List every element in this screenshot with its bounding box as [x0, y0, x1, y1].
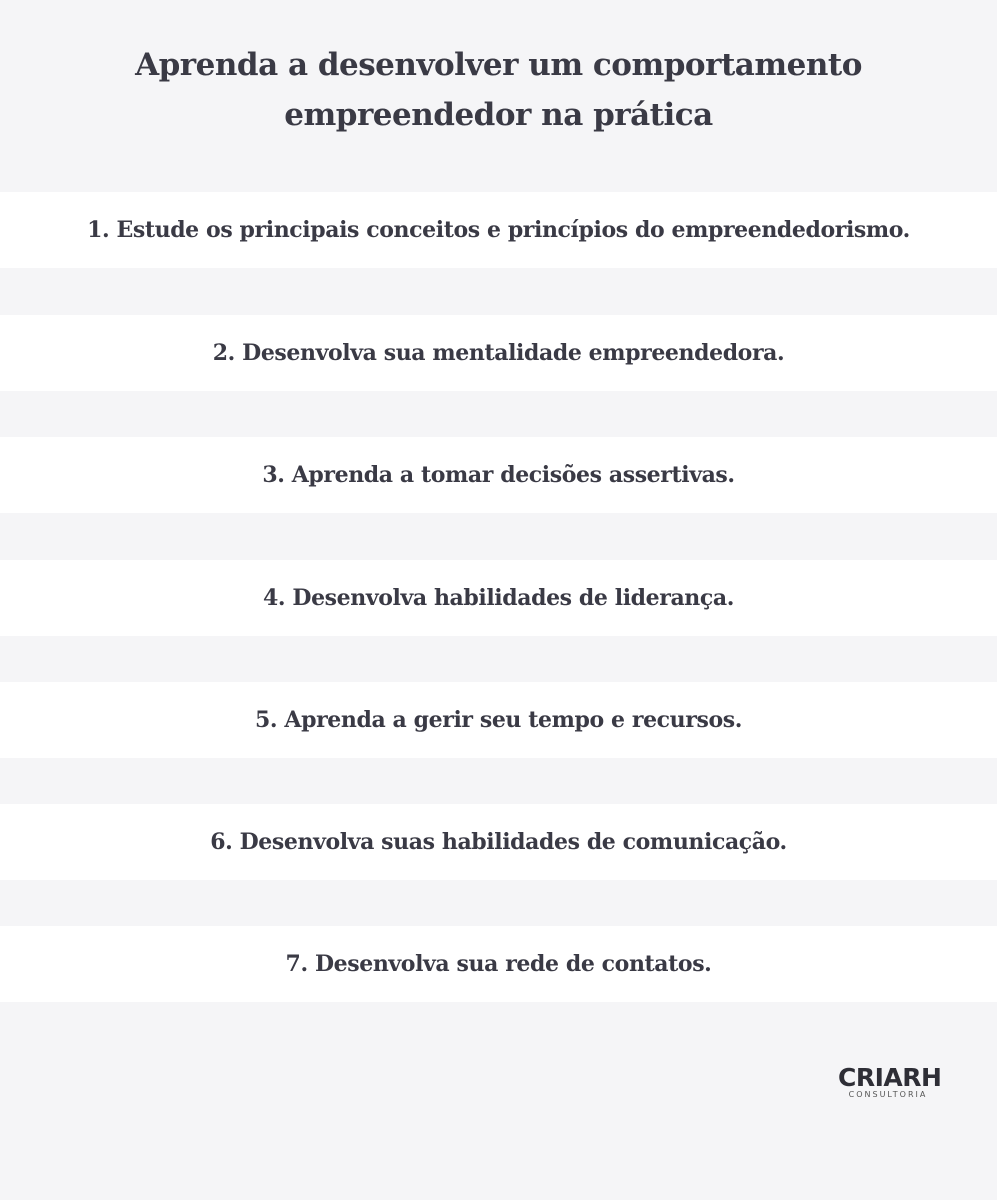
page-title — [0, 40, 997, 140]
logo-name: CRIARH — [838, 1063, 942, 1092]
list-item: 6. Desenvolva suas habilidades de comunicação. — [0, 804, 997, 880]
title-line-1: Aprenda a desenvolver um comportamento — [135, 47, 862, 83]
list-item: 5. Aprenda a gerir seu tempo e recursos. — [0, 682, 997, 758]
title-line-2: empreendedor na prática — [284, 97, 713, 133]
list-item: 4. Desenvolva habilidades de liderança. — [0, 560, 997, 636]
logo-tagline: CONSULTORIA — [848, 1090, 928, 1099]
list-item: 3. Aprenda a tomar decisões assertivas. — [0, 437, 997, 513]
brand-logo — [838, 1063, 942, 1100]
list-item: 7. Desenvolva sua rede de contatos. — [0, 926, 997, 1002]
list-item: 2. Desenvolva sua mentalidade empreendedora. — [0, 315, 997, 391]
list-item: 1. Estude os principais conceitos e princípios do empreendedorismo. — [0, 192, 997, 268]
